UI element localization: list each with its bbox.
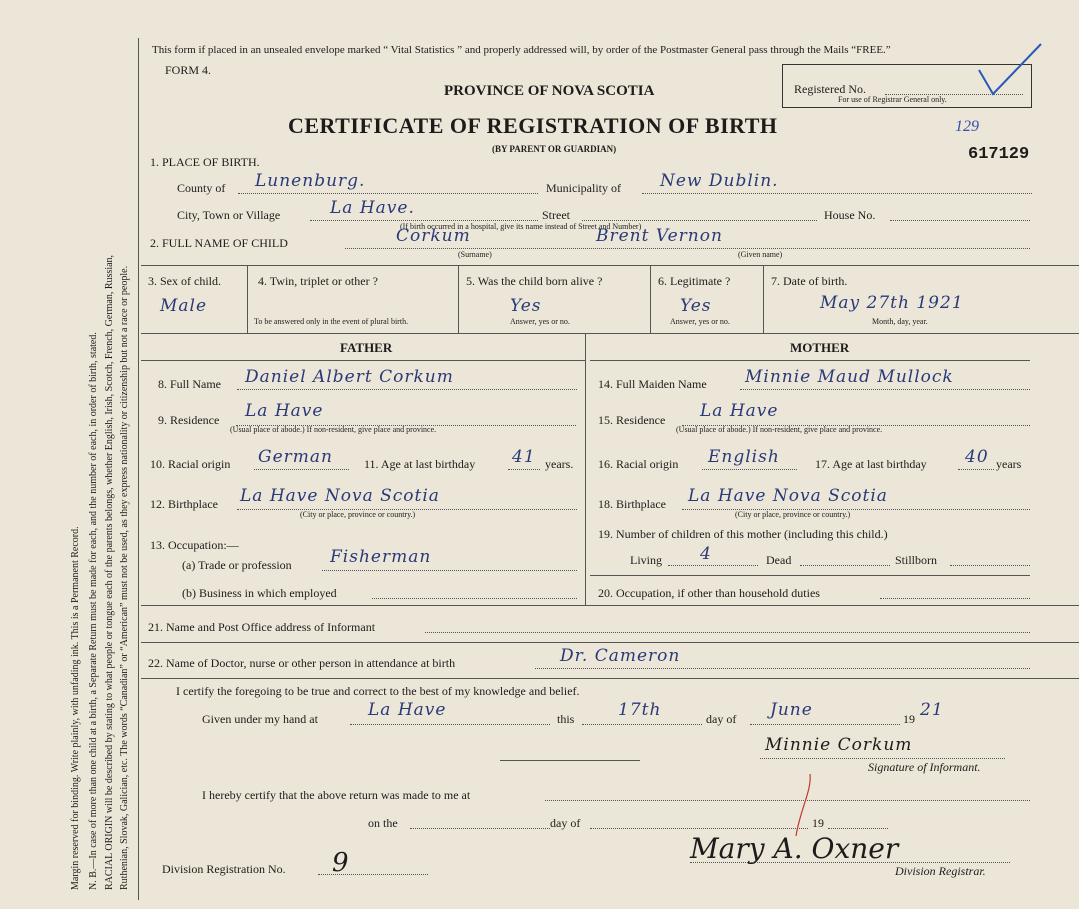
mother-heading: MOTHER: [790, 340, 850, 355]
mother-age-label: 17. Age at last birthday: [815, 457, 927, 471]
doctor-bottom-rule: [141, 678, 1079, 679]
section-separator: [500, 760, 640, 761]
parents-heading-rule-right: [590, 360, 1030, 361]
father-trade-line: [322, 570, 577, 571]
child-name-label: 2. FULL NAME OF CHILD: [150, 236, 288, 250]
street-label: Street: [542, 208, 570, 222]
mother-name-value: Minnie Maud Mullock: [745, 367, 954, 387]
row3-bottom-rule: [141, 333, 1079, 334]
given-place-value: La Have: [368, 700, 447, 720]
father-trade-value: Fisherman: [330, 547, 432, 567]
registered-label: Registered No.: [794, 82, 866, 96]
dead-label: Dead: [766, 553, 792, 567]
given-place-line: [350, 724, 550, 725]
father-birthplace-value: La Have Nova Scotia: [240, 486, 440, 506]
dead-line: [800, 565, 890, 566]
registrar-year-line: [828, 828, 888, 829]
margin-nb-note-1: N. B.—In case of more than one child at a birth, a Separate Return must be made for each, and the number of each, in order of birth, stated.: [88, 332, 99, 890]
father-name-value: Daniel Albert Corkum: [245, 367, 454, 387]
parents-heading-rule-left: [141, 360, 585, 361]
father-trade-label: (a) Trade or profession: [182, 558, 292, 572]
province-heading: PROVINCE OF NOVA SCOTIA: [444, 83, 655, 99]
mother-residence-value: La Have: [700, 401, 779, 421]
legitimate-note: Answer, yes or no.: [670, 317, 730, 326]
mother-birthplace-note: (City or place, province or country.): [735, 510, 851, 519]
county-value: Lunenburg.: [255, 171, 366, 191]
informant-top-rule: [141, 605, 1079, 606]
stamp-number: 617129: [968, 145, 1030, 164]
surname-caption: (Surname): [458, 250, 492, 259]
father-occupation-label: 13. Occupation:—: [150, 538, 239, 552]
municipality-label: Municipality of: [546, 181, 621, 195]
registrar-statement: I hereby certify that the above return was made to me at: [202, 788, 471, 802]
certificate-subtitle: (BY PARENT OR GUARDIAN): [492, 144, 617, 154]
row3-top-rule: [141, 265, 1079, 266]
city-label: City, Town or Village: [177, 208, 281, 222]
margin-nb-note-2: RACIAL ORIGIN will be described by stating to what people or tongue each of the parents belongs, whether English, Irish, Scotch, French, German, Russian,: [104, 254, 115, 890]
registrar-on-line: [410, 828, 550, 829]
informant-line: [425, 632, 1030, 633]
living-value: 4: [700, 544, 712, 564]
street-line: [582, 220, 817, 221]
registrar-year-prefix: 19: [812, 816, 824, 830]
city-value: La Have.: [330, 198, 415, 218]
this-label: this: [557, 712, 575, 726]
mother-occupation-label: 20. Occupation, if other than household duties: [598, 586, 820, 600]
child-name-line: [345, 248, 1030, 249]
legitimate-label: 6. Legitimate ?: [658, 274, 731, 288]
red-pen-mark-icon: [790, 770, 820, 840]
mother-birthplace-label: 18. Birthplace: [598, 497, 666, 511]
check-mark-icon: [975, 40, 1045, 100]
pencil-number: 129: [955, 118, 979, 135]
father-age-label: 11. Age at last birthday: [364, 457, 476, 471]
father-residence-value: La Have: [245, 401, 324, 421]
given-day-line: [582, 724, 702, 725]
father-residence-note: (Usual place of abode.) If non-resident, give place and province.: [230, 425, 437, 434]
row3-divider-1: [247, 265, 248, 333]
county-label: County of: [177, 181, 226, 195]
given-caption: (Given name): [738, 250, 783, 259]
alive-note: Answer, yes or no.: [510, 317, 570, 326]
row3-divider-2: [458, 265, 459, 333]
doctor-line: [535, 668, 1030, 669]
registrar-signature-line: [690, 862, 1010, 863]
father-name-label: 8. Full Name: [158, 377, 221, 391]
mother-age-line: [958, 469, 994, 470]
mother-years-label: years: [996, 457, 1022, 471]
informant-signature: Minnie Corkum: [765, 735, 913, 755]
informant-signature-caption: Signature of Informant.: [868, 760, 981, 774]
informant-signature-line: [760, 758, 1005, 759]
father-race-line: [254, 469, 349, 470]
form-number: FORM 4.: [165, 63, 212, 77]
registrar-caption: Division Registrar.: [895, 864, 986, 878]
birth-date-label: 7. Date of birth.: [771, 274, 848, 288]
given-month-value: June: [770, 700, 813, 720]
father-business-label: (b) Business in which employed: [182, 586, 337, 600]
father-birthplace-note: (City or place, province or country.): [300, 510, 416, 519]
county-line: [238, 193, 538, 194]
division-reg-value: 9: [332, 848, 349, 878]
father-birthplace-label: 12. Birthplace: [150, 497, 218, 511]
registrar-day-line: [590, 828, 808, 829]
mother-race-label: 16. Racial origin: [598, 457, 679, 471]
children-count-label: 19. Number of children of this mother (including this child.): [598, 527, 888, 541]
given-under-label: Given under my hand at: [202, 712, 318, 726]
birth-date-note: Month, day, year.: [872, 317, 928, 326]
sex-label: 3. Sex of child.: [148, 274, 221, 288]
mother-birthplace-value: La Have Nova Scotia: [688, 486, 888, 506]
place-heading: 1. PLACE OF BIRTH.: [150, 155, 260, 169]
sex-value: Male: [160, 296, 208, 316]
registrar-day-label: day of: [550, 816, 581, 830]
stillborn-label: Stillborn: [895, 553, 938, 567]
mother-name-line: [740, 389, 1030, 390]
mother-residence-note: (Usual place of abode.) If non-resident, give place and province.: [676, 425, 883, 434]
mother-residence-label: 15. Residence: [598, 413, 666, 427]
living-line: [668, 565, 758, 566]
year-prefix: 19: [903, 712, 915, 726]
postal-notice: This form if placed in an unsealed envelope marked “ Vital Statistics ” and properly addressed will, by order of the Postmaster General pass through the Mails “FREE.”: [152, 44, 891, 56]
father-race-label: 10. Racial origin: [150, 457, 231, 471]
informant-label: 21. Name and Post Office address of Informant: [148, 620, 376, 634]
municipality-value: New Dublin.: [660, 171, 779, 191]
living-label: Living: [630, 553, 662, 567]
hospital-note: (If birth occurred in a hospital, give its name instead of Street and Number): [400, 222, 642, 231]
row3-divider-3: [650, 265, 651, 333]
registrar-on-label: on the: [368, 816, 398, 830]
mother-race-value: English: [708, 447, 780, 467]
mother-children-rule: [590, 575, 1030, 576]
alive-label: 5. Was the child born alive ?: [466, 274, 603, 288]
registrar-use-note: For use of Registrar General only.: [838, 95, 947, 104]
mother-name-label: 14. Full Maiden Name: [598, 377, 707, 391]
doctor-value: Dr. Cameron: [560, 646, 681, 666]
father-business-line: [372, 598, 577, 599]
city-line: [310, 220, 538, 221]
father-heading: FATHER: [340, 340, 393, 355]
mother-occupation-line: [880, 598, 1030, 599]
certify-statement: I certify the foregoing to be true and correct to the best of my knowledge and belief.: [176, 684, 580, 698]
doctor-label: 22. Name of Doctor, nurse or other person in attendance at birth: [148, 656, 456, 670]
given-year-value: 21: [920, 700, 944, 720]
alive-value: Yes: [510, 296, 542, 316]
house-label: House No.: [824, 208, 876, 222]
mother-race-line: [702, 469, 797, 470]
birth-date-value: May 27th 1921: [820, 293, 964, 313]
legitimate-value: Yes: [680, 296, 712, 316]
division-reg-label: Division Registration No.: [162, 862, 286, 876]
registrar-place-line: [545, 800, 1030, 801]
given-month-line: [750, 724, 900, 725]
father-age-value: 41: [512, 447, 536, 467]
informant-bottom-rule: [141, 642, 1079, 643]
child-surname-value: Corkum: [396, 226, 471, 246]
given-day-value: 17th: [618, 700, 662, 720]
margin-nb-note-3: Ruthenian, Slovak, Galician, etc. The words “Canadian” or “American” must not be used, as they express nationality or citizenship but not a race or people.: [119, 265, 130, 890]
father-name-line: [237, 389, 577, 390]
father-residence-label: 9. Residence: [158, 413, 220, 427]
twin-note: To be answered only in the event of plural birth.: [254, 317, 409, 326]
father-years-label: years.: [545, 457, 574, 471]
day-of-label: day of: [706, 712, 737, 726]
father-age-line: [508, 469, 540, 470]
stillborn-line: [950, 565, 1030, 566]
margin-rule: [138, 38, 139, 900]
registrar-signature: Mary A. Oxner: [690, 832, 899, 865]
margin-binding-note: Margin reserved for binding. Write plainly, with unfading ink. This is a Permanent Record.: [70, 526, 81, 890]
father-race-value: German: [258, 447, 333, 467]
mother-age-value: 40: [965, 447, 989, 467]
twin-label: 4. Twin, triplet or other ?: [258, 274, 378, 288]
parents-divider: [585, 333, 586, 605]
row3-divider-4: [763, 265, 764, 333]
certificate-title: CERTIFICATE OF REGISTRATION OF BIRTH: [288, 113, 778, 138]
house-line: [890, 220, 1030, 221]
child-given-value: Brent Vernon: [596, 226, 723, 246]
municipality-line: [642, 193, 1032, 194]
